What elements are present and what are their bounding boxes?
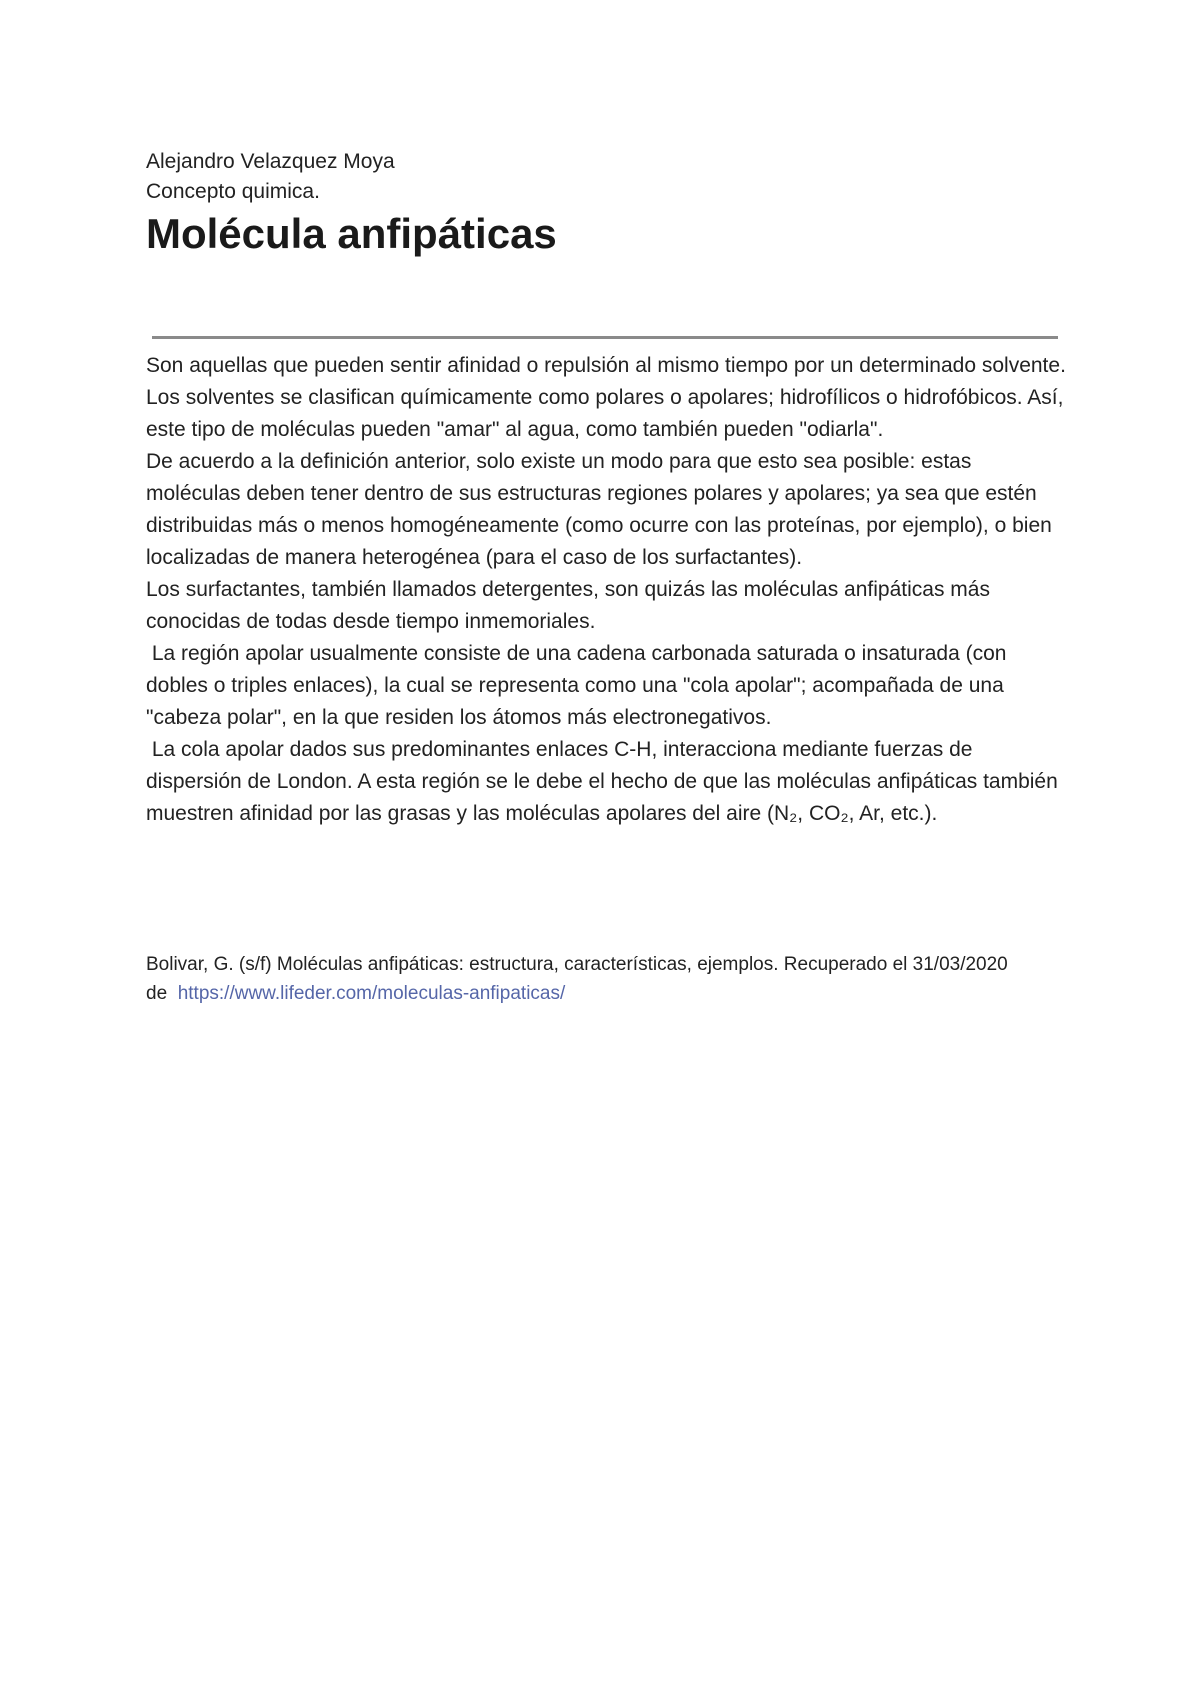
paragraph-3: Los surfactantes, también llamados detergentes, son quizás las moléculas anfipáticas más conocidas de todas desde tiempo inmemoriales. — [146, 578, 996, 633]
body-text — [146, 350, 1078, 830]
reference-link[interactable]: https://www.lifeder.com/moleculas-anfipaticas/ — [177, 983, 566, 1004]
paragraph-1: Son aquellas que pueden sentir afinidad o repulsión al mismo tiempo por un determinado solvente. Los solventes se clasifican químicamente como polares o apolares; hidrofílicos o hidrofóbicos. Así, este tipo de moléculas pueden "amar" al agua, como también pueden "odiarla". — [146, 354, 1078, 441]
subject-line: Concepto quimica. — [146, 180, 320, 203]
paragraph-2: De acuerdo a la definición anterior, solo existe un modo para que esto sea posible: estas moléculas deben tener dentro de sus estructuras regiones polares y apolares; ya sea que estén distribuidas más o menos homogéneamente (como ocurre con las proteínas, por ejemplo), o bien localizadas de manera heterogénea (para el caso de los surfactantes). — [146, 450, 1058, 569]
paragraph-4: La región apolar usualmente consiste de una cadena carbonada saturada o insaturada (con dobles o triples enlaces), la cual se representa como una "cola apolar"; acompañada de una "cabeza polar", en la que residen los átomos más electronegativos. — [146, 642, 1013, 729]
title-divider — [152, 336, 1058, 339]
page-title: Molécula anfipáticas — [146, 210, 557, 257]
reference-text: Bolivar, G. (s/f) Moléculas anfipáticas: estructura, características, ejemplos. Recuperado el 31/03/2020 de — [146, 954, 1008, 1004]
author-name: Alejandro Velazquez Moya — [146, 150, 395, 173]
paragraph-5: La cola apolar dados sus predominantes enlaces C-H, interacciona mediante fuerzas de dispersión de London. A esta región se le debe el hecho de que las moléculas anfipáticas también muestren afinidad por las grasas y las moléculas apolares del aire (N₂, CO₂, Ar, etc.). — [146, 738, 1064, 825]
reference-citation — [146, 950, 1066, 1008]
